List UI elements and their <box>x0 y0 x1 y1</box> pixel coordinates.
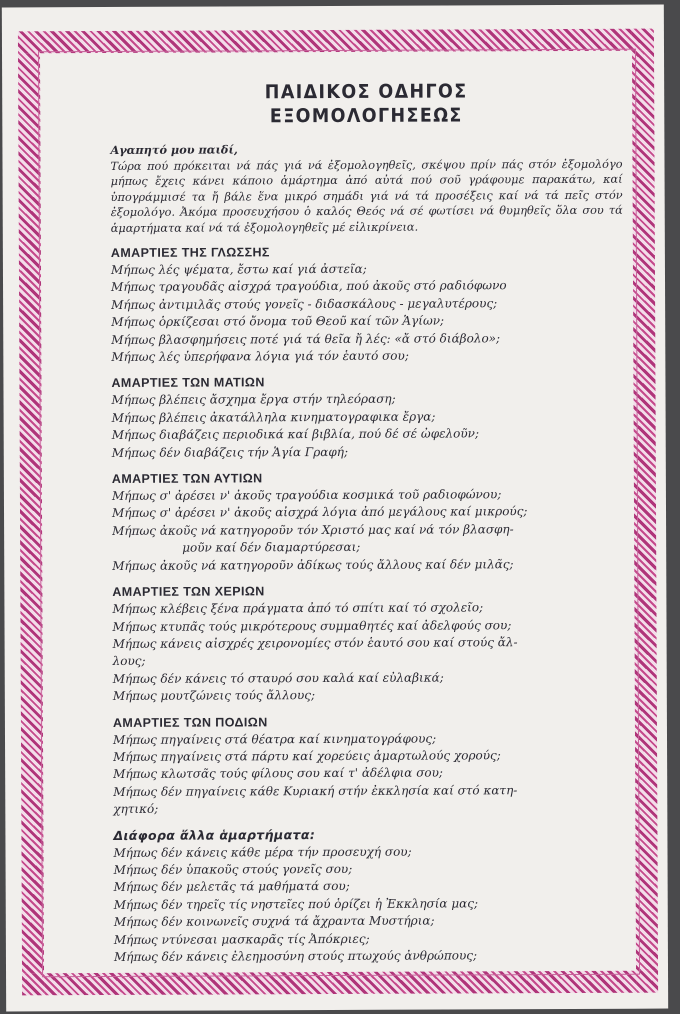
paper-sheet <box>2 5 668 1012</box>
list-item: Μήπως δέν ὑπακοῦς στούς γονεῖς σου; <box>113 861 353 877</box>
title-line-2: ΕΞΟΜΟΛΟΓΗΣΕΩΣ <box>269 104 463 128</box>
list-item: Μήπως πηγαίνεις στά πάρτυ καί χορεύεις ἁμαρτωλούς χορούς; <box>113 748 501 764</box>
section-hands <box>112 581 625 706</box>
list-item: Μήπως διαβάζεις περιοδικά καί βιβλία, πού δέ σέ ὠφελοῦν; <box>111 426 480 443</box>
list-item: Μήπως κλωτσᾶς τούς φίλους σου καί τ' ἀδέλφια σου; <box>113 765 443 782</box>
list-item: Μήπως σ' ἀρέσει ν' ἀκοῦς αἰσχρά λόγια ἀπό μεγάλους καί μικρούς; <box>111 504 528 521</box>
section-title: ΑΜΑΡΤΙΕΣ ΤΩΝ ΜΑΤΙΩΝ <box>111 375 265 391</box>
list-item: Μήπως ντύνεσαι μασκαρᾶς τίς Ἀπόκριες; <box>113 931 370 947</box>
list-item: Μήπως λές ψέματα, ἔστω καί γιά ἀστεῖα; <box>110 261 367 277</box>
list-item: Μήπως δέν διαβάζεις τήν Ἁγία Γραφή; <box>111 444 349 460</box>
list-item: Μήπως δέν κοινωνεῖς συχνά τά ἄχραντα Μυστήρια; <box>113 913 435 930</box>
list-item: Μήπως βλέπεις ἀκατάλληλα κινηματογραφικα ἔργα; <box>111 409 436 425</box>
section-ears <box>112 468 624 575</box>
list-item: Μήπως σ' ἀρέσει ν' ἀκοῦς τραγούδια κοσμικά τοῦ ραδιοφώνου; <box>111 487 502 504</box>
document-title <box>131 79 602 129</box>
document-content <box>110 79 626 967</box>
list-item: Μήπως κάνεις αἰσχρές χειρονομίες στόν ἑαυτό σου καί στούς ἄλ- <box>112 635 518 651</box>
section-title: Διάφορα ἄλλα ἁμαρτήματα: <box>113 826 316 843</box>
section-feet <box>113 711 625 818</box>
list-item: Μήπως ἀντιμιλᾶς στούς γονεῖς - διδασκάλους - μεγαλυτέρους; <box>111 296 498 312</box>
list-item: Μήπως δέν τηρεῖς τίς νηστεῖες πού ὁρίζει ἡ Ἐκκλησία μας; <box>113 896 479 912</box>
list-item: Μήπως κτυπᾶς τούς μικρότερους συμμαθητές καί ἀδελφούς σου; <box>112 617 512 634</box>
list-item: Μήπως τραγουδᾶς αἰσχρά τραγούδια, πού ἀκοῦς στό ραδιόφωνο <box>111 278 507 295</box>
section-title: ΑΜΑΡΤΙΕΣ ΤΩΝ ΑΥΤΙΩΝ <box>111 471 263 487</box>
section-other <box>113 824 626 966</box>
section-title: ΑΜΑΡΤΙΕΣ ΤΩΝ ΧΕΡΙΩΝ <box>112 584 265 600</box>
section-tongue <box>111 242 624 367</box>
list-item: Μήπως πηγαίνεις στά θέατρα καί κινηματογράφους; <box>112 731 437 747</box>
list-item-continuation: λους; <box>112 654 146 669</box>
intro-text: Τώρα πού πρόκειται νά πάς γιά νά ἐξομολογηθεῖς, σκέψου πρίν πάς στόν ἐξομολόγο μήπως ἔχεις κάνει κάποιο ἁμάρτημα ἀπό αὐτά πού σοῦ γράφουμε παρακάτω, καί ὑπογράμμισέ τα ἤ βάλε ἕνα μικρό σημάδι γιά νά τά προσέξεις καί νά τά πεῖς στόν ἐξομολόγο. Ἀκόμα προσευχήσου ὁ καλός Θεός νά σέ φωτίσει νά θυμηθεῖς ὅλα σου τά ἁμαρτήματα καί νά τά ἐξομολογηθεῖς μέ εἰλικρίνεια. <box>110 157 623 235</box>
list-item: Μήπως ὁρκίζεσαι στό ὄνομα τοῦ Θεοῦ καί τῶν Ἁγίων; <box>111 313 445 330</box>
list-item: Μήπως βλασφημήσεις ποτέ γιά τά θεῖα ἤ λές: «ἄ στό διάβολο»; <box>111 330 501 347</box>
intro-greeting: Αγαπητό μου παιδί, <box>110 142 238 157</box>
list-item: Μήπως δέν κάνεις κάθε μέρα τήν προσευχή σου; <box>113 844 412 860</box>
list-item: Μήπως ἀκοῦς νά κατηγοροῦν τόν Χριστό μας καί νά τόν βλασφη- <box>112 522 514 538</box>
list-item: Μήπως ἀκοῦς νά κατηγοροῦν ἀδίκως τούς ἄλλους καί δέν μιλᾶς; <box>112 556 514 573</box>
list-item: Μήπως δέν πηγαίνεις κάθε Κυριακή στήν ἐκκλησία καί στό κατη- <box>113 782 518 799</box>
section-title: ΑΜΑΡΤΙΕΣ ΤΗΣ ΓΛΩΣΣΗΣ <box>110 245 270 260</box>
list-item: Μήπως δέν κάνεις ἐλεημοσύνη στούς πτωχούς ἀνθρώπους; <box>113 948 478 964</box>
list-item-continuation: μοῦν καί δέν διαμαρτύρεσαι; <box>182 540 361 555</box>
section-title: ΑΜΑΡΤΙΕΣ ΤΩΝ ΠΟΔΙΩΝ <box>112 714 268 730</box>
list-item-continuation: χητικό; <box>113 801 159 817</box>
intro-paragraph <box>110 141 622 236</box>
list-item: Μήπως βλέπεις ἄσχημα ἔργα στήν τηλεόραση; <box>111 392 396 408</box>
list-item: Μήπως δέν κάνεις τό σταυρό σου καλά καί εὐλαβικά; <box>112 670 444 686</box>
section-eyes <box>111 372 623 462</box>
list-item: Μήπως δέν μελετᾶς τά μαθήματά σου; <box>113 879 350 895</box>
list-item: Μήπως μουτζώνεις τούς ἄλλους; <box>112 688 316 704</box>
list-item: Μήπως λές ὑπερήφανα λόγια γιά τόν ἑαυτό σου; <box>111 348 409 365</box>
title-line-1: ΠΑΙΔΙΚΟΣ ΟΔΗΓΟΣ <box>264 80 468 104</box>
list-item: Μήπως κλέβεις ξένα πράγματα ἀπό τό σπίτι καί τό σχολεῖο; <box>112 600 484 617</box>
